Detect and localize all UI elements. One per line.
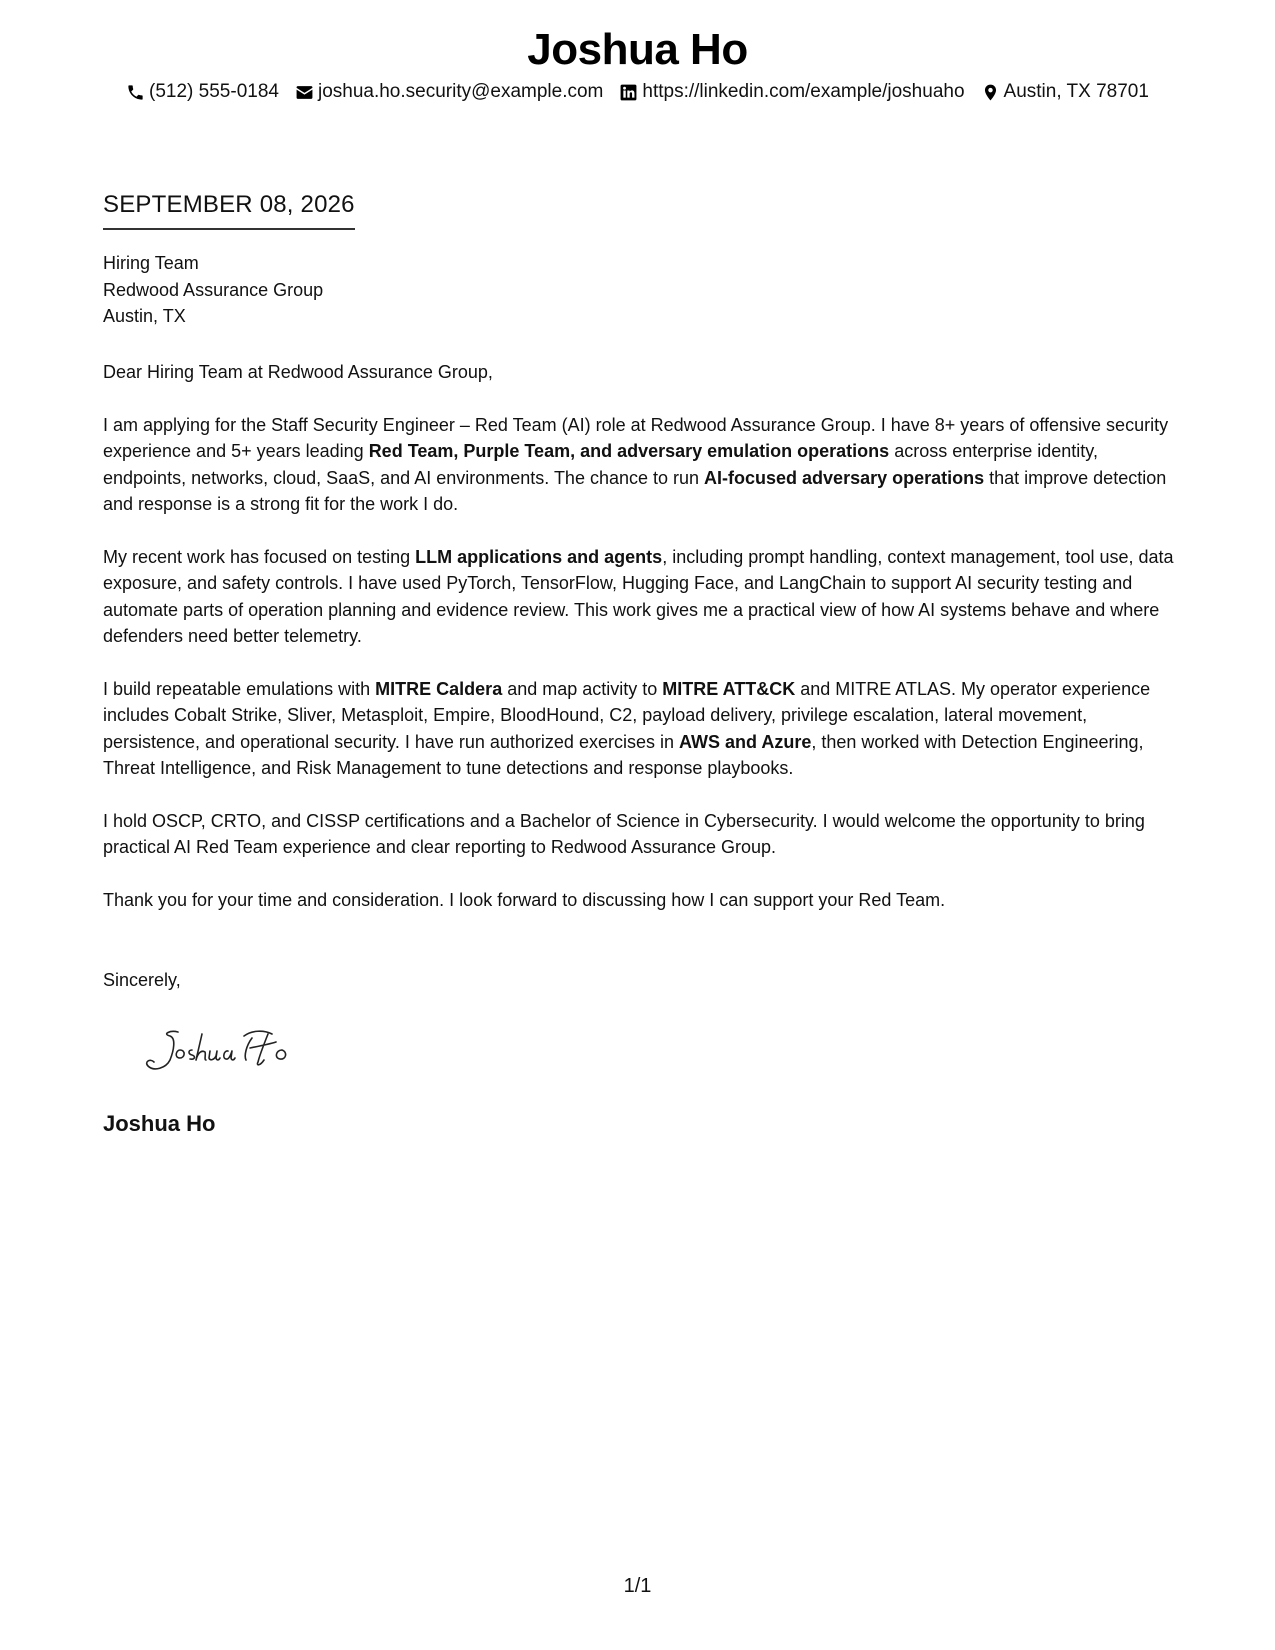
paragraph-text: across enterprise identity, endpoints, networks, cloud, SaaS, and AI environments. The chance to run [103, 441, 1098, 488]
email-link[interactable]: joshua.ho.security@example.com [317, 81, 604, 102]
paragraph-text: that improve detection and response is a strong fit for the work I do. [103, 467, 1167, 515]
paragraph-text: I hold OSCP, CRTO, and CISSP certifications and a Bachelor of Science in Cybersecurity. I would welcome the opportunity to bring practical AI Red Team experience and clear reporting to Redwood Assurance Group. [103, 810, 1145, 858]
paragraph-text: and MITRE ATLAS. My operator experience includes Cobalt Strike, Sliver, Metasploit, Empire, BloodHound, C2, payload delivery, privilege escalation, lateral movement, persistence, and operational security. I have run authorized exercises in [103, 678, 1151, 752]
emphasis-text: AI-focused adversary operations [704, 467, 985, 488]
emphasis-text: LLM applications and agents [415, 546, 663, 567]
recipient-line: Hiring Team [103, 253, 199, 273]
body-paragraph [103, 887, 1183, 913]
contact-location [981, 80, 1149, 104]
body-paragraph [103, 412, 1183, 518]
emphasis-text: MITRE Caldera [375, 678, 503, 699]
recipient-location: Austin, TX [103, 306, 186, 326]
paragraph-text: , including prompt handling, context management, tool use, data exposure, and safety controls. I have used PyTorch, TensorFlow, Hugging Face, and LangChain to support AI security testing and automate parts of operation planning and evidence review. This work gives me a practical view of how AI systems behave and where defenders need better telemetry. [103, 546, 1174, 647]
paragraph-text: My recent work has focused on testing [103, 546, 416, 567]
signer-name: Joshua Ho [103, 1111, 216, 1136]
contact-bar [0, 80, 1275, 104]
contact-email[interactable] [295, 80, 603, 104]
signature-image [140, 1020, 330, 1080]
applicant-name: Joshua Ho [527, 25, 748, 74]
body-paragraph [103, 808, 1183, 861]
phone-text: (512) 555-0184 [149, 81, 279, 102]
paragraph-text: and map activity to [502, 678, 663, 699]
emphasis-text: MITRE ATT&CK [662, 678, 796, 699]
recipient-block [103, 250, 323, 330]
paragraph-text: Thank you for your time and consideration. I look forward to discussing how I can support your Red Team. [103, 890, 946, 911]
paragraph-text: I build repeatable emulations with [103, 678, 376, 699]
linkedin-link[interactable]: https://linkedin.com/example/joshuaho [642, 81, 965, 102]
envelope-icon [295, 83, 314, 102]
paragraph-text: I am applying for the Staff Security Engineer – Red Team (AI) role at Redwood Assurance Group. I have 8+ years of offensive security experience and 5+ years leading [103, 414, 1169, 462]
location-text: Austin, TX 78701 [1003, 81, 1149, 102]
emphasis-text: AWS and Azure [678, 731, 812, 752]
paragraph-text: , then worked with Detection Engineering, Threat Intelligence, and Risk Management to tune detections and response playbooks. [103, 731, 1144, 779]
contact-phone [126, 80, 279, 104]
closing: Sincerely, [103, 970, 181, 990]
letter-date: SEPTEMBER 08, 2026 [103, 190, 355, 230]
body-paragraph [103, 676, 1183, 782]
contact-linkedin[interactable] [619, 80, 964, 104]
emphasis-text: Red Team, Purple Team, and adversary emulation operations [368, 441, 890, 462]
body-paragraph [103, 544, 1183, 650]
letter-body [103, 359, 1183, 940]
phone-icon [126, 83, 145, 102]
linkedin-icon [619, 83, 638, 102]
map-pin-icon [981, 83, 1000, 102]
page-indicator: 1/1 [623, 1575, 652, 1597]
recipient-company: Redwood Assurance Group [103, 279, 324, 300]
salutation: Dear Hiring Team at Redwood Assurance Group, [103, 362, 493, 382]
